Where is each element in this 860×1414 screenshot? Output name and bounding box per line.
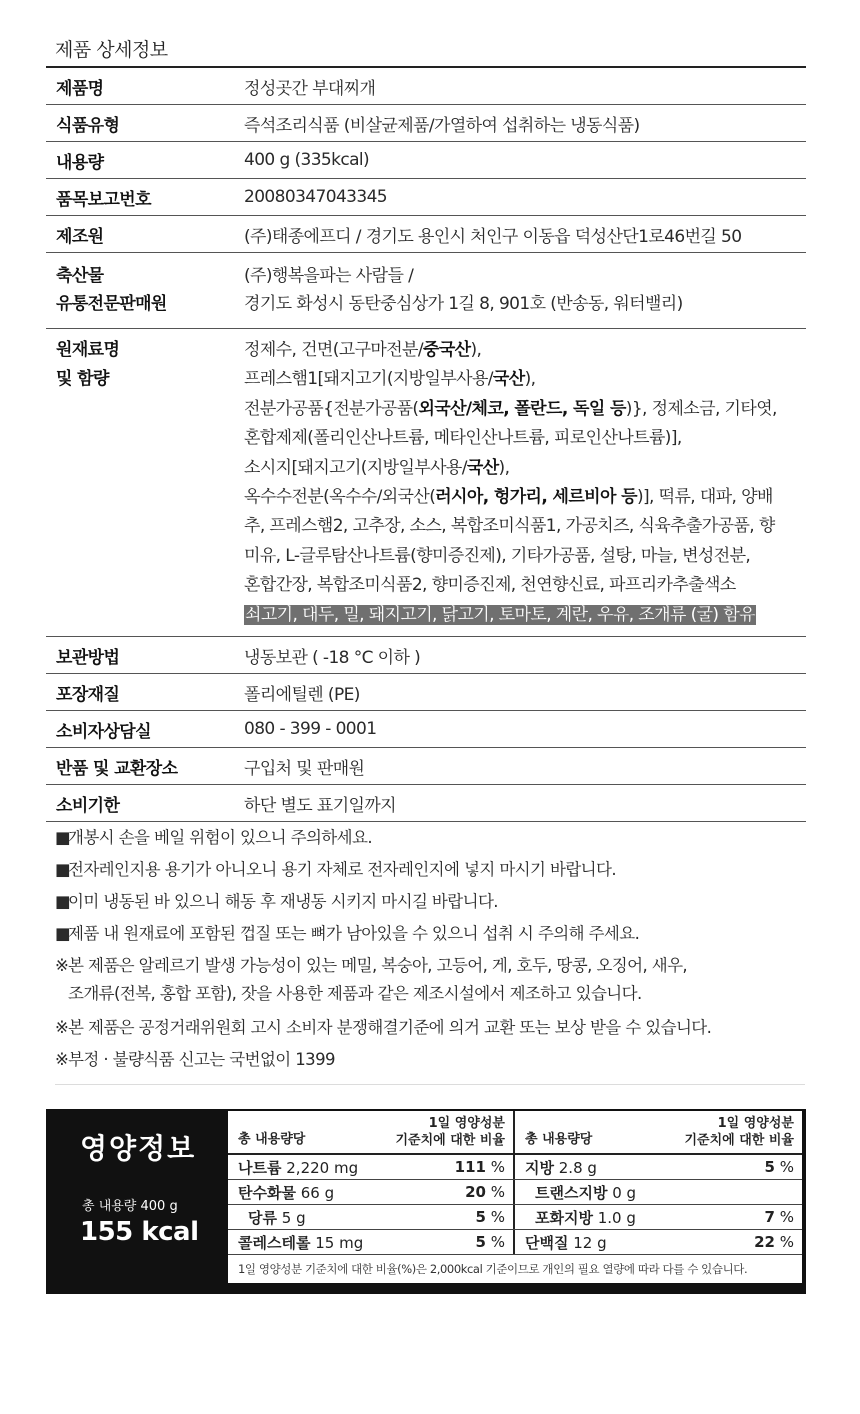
section-title: 제품 상세정보 — [55, 39, 168, 61]
header-daily-value — [684, 1115, 794, 1149]
notice-item — [55, 858, 805, 890]
percent-unit: % — [779, 1158, 794, 1176]
value-distributor-line-1: (주)행복을파는 사람들 / — [244, 266, 414, 286]
nutrition-facts-panel — [46, 1109, 806, 1294]
label-packaging: 포장재질 — [56, 684, 120, 705]
allergen-highlight: 쇠고기, 대두, 밀, 돼지고기, 닭고기, 토마토, 계란, 우유, 조개류 (굴) 함유 — [245, 604, 755, 625]
header-daily-value-line-2: 기준치에 대한 비율 — [395, 1133, 505, 1148]
row-storage — [46, 637, 806, 674]
nutrient-percent — [476, 1233, 505, 1251]
label-ingredients-line-1: 원재료명 — [56, 340, 120, 360]
notice-text: 제품 내 원재료에 포함된 껍질 또는 뼈가 남아있을 수 있으니 섭취 시 주의해 주세요. — [68, 924, 640, 943]
nutrient-name-amount — [238, 1207, 306, 1228]
label-storage: 보관방법 — [56, 647, 120, 668]
reference-mark-icon: ※ — [55, 956, 69, 975]
ingredients-text: ), — [524, 369, 536, 390]
nutrient-name-amount — [525, 1182, 636, 1203]
label-content: 내용량 — [56, 152, 104, 173]
header-daily-value — [395, 1115, 505, 1149]
nutrition-table-header — [228, 1111, 802, 1155]
row-expiry — [46, 785, 806, 822]
reference-mark-icon: ※ — [55, 1050, 69, 1069]
notice-text: 본 제품은 공정거래위원회 고시 소비자 분쟁해결기준에 의거 교환 또는 보상 받을 수 있습니다. — [68, 1018, 712, 1037]
header-daily-value-line-1: 1일 영양성분 — [428, 1116, 505, 1131]
square-bullet-icon: ■ — [55, 828, 70, 847]
nutrition-total-amount: 총 내용량 400 g — [82, 1199, 178, 1214]
nutrient-name-amount — [238, 1182, 334, 1203]
nutrient-name: 포화지방 — [535, 1208, 593, 1227]
nutrient-amount: 1.0 g — [597, 1208, 636, 1227]
nutrition-row — [228, 1155, 802, 1180]
reference-mark-icon: ※ — [55, 1018, 69, 1037]
nutrient-name: 탄수화물 — [238, 1183, 296, 1202]
label-distributor-line-2: 유통전문판매원 — [56, 294, 167, 314]
ingredients-text: )}, 정제소금, 기타엿, — [625, 398, 777, 419]
nutrient-sodium — [228, 1155, 515, 1179]
label-ingredients-line-2: 및 함량 — [56, 369, 109, 390]
ingredients-line — [244, 454, 806, 483]
value-product-name: 정성곳간 부대찌개 — [244, 78, 376, 99]
value-food-type: 즉석조리식품 (비살균제품/가열하여 섭취하는 냉동식품) — [244, 115, 640, 136]
square-bullet-icon: ■ — [55, 860, 70, 879]
row-report-no — [46, 179, 806, 216]
row-food-type — [46, 105, 806, 142]
row-consultation — [46, 711, 806, 748]
nutrition-title: 영양정보 — [80, 1132, 197, 1165]
ingredients-text: 전분가공품{전분가공품( — [244, 398, 419, 419]
ingredients-line — [244, 336, 806, 365]
nutrient-name-amount — [525, 1232, 607, 1253]
label-consultation: 소비자상담실 — [56, 721, 151, 742]
header-per-total: 총 내용량당 — [238, 1132, 306, 1147]
percent-value: 5 — [764, 1158, 775, 1176]
notice-item — [55, 954, 805, 1016]
value-distributor-line-2: 경기도 화성시 동탄중심상가 1길 8, 901호 (반송동, 워터밸리) — [244, 294, 683, 314]
nutrition-summary — [46, 1109, 228, 1294]
ingredients-text: )], 떡류, 대파, 양배 — [636, 487, 773, 508]
label-expiry: 소비기한 — [56, 795, 120, 816]
value-exchange: 구입처 및 판매원 — [244, 758, 365, 779]
notice-item — [55, 1016, 805, 1048]
nutrient-amount: 15 mg — [315, 1233, 364, 1252]
nutrition-row — [228, 1205, 802, 1230]
header-per-total: 총 내용량당 — [525, 1132, 593, 1147]
nutrition-header-right — [515, 1111, 802, 1153]
nutrient-fat — [515, 1155, 802, 1179]
nutrient-saturated-fat — [515, 1205, 802, 1229]
nutrient-name: 나트륨 — [238, 1158, 282, 1177]
allergen-line — [244, 601, 806, 630]
square-bullet-icon: ■ — [55, 892, 70, 911]
ingredients-line: 혼합간장, 복합조미식품2, 향미증진제, 천연향신료, 파프리카추출색소 — [244, 575, 736, 596]
nutrient-trans-fat — [515, 1180, 802, 1204]
ingredients-text: 프레스햄1[돼지고기(지방일부사용/ — [244, 369, 493, 390]
nutrition-row — [228, 1230, 802, 1255]
nutrient-protein — [515, 1230, 802, 1254]
notice-text: 전자레인지용 용기가 아니오니 용기 자체로 전자레인지에 넣지 마시기 바랍니다. — [68, 860, 616, 879]
row-ingredients — [46, 329, 806, 637]
ingredients-text: ), — [470, 340, 482, 360]
origin-bold: 외국산/체코, 폴란드, 독일 등 — [418, 398, 626, 419]
nutrient-percent — [765, 1208, 794, 1226]
nutrient-amount: 2,220 mg — [286, 1158, 359, 1177]
value-content: 400 g (335kcal) — [244, 150, 370, 170]
nutrient-name: 단백질 — [525, 1233, 569, 1252]
nutrient-percent — [754, 1233, 794, 1251]
origin-bold: 국산 — [466, 457, 499, 478]
nutrition-row — [228, 1180, 802, 1205]
ingredients-line — [244, 395, 806, 424]
origin-bold: 국산 — [492, 369, 525, 390]
percent-value: 5 — [475, 1233, 486, 1251]
notice-text-continued: 조개류(전복, 홍합 포함), 잣을 사용한 제품과 같은 제조시설에서 제조하고 있습니다. — [68, 984, 642, 1003]
nutrient-amount: 2.8 g — [558, 1158, 597, 1177]
value-report-no: 20080347043345 — [244, 187, 388, 207]
label-product-name: 제품명 — [56, 78, 104, 99]
divider — [55, 1084, 805, 1085]
label-food-type: 식품유형 — [56, 115, 120, 136]
ingredients-text: 정제수, 건면(고구마전분/ — [244, 340, 423, 360]
header-daily-value-line-1: 1일 영양성분 — [717, 1116, 794, 1131]
nutrient-amount: 5 g — [281, 1208, 306, 1227]
notice-list — [55, 826, 805, 1080]
percent-value: 22 — [754, 1233, 775, 1251]
percent-unit: % — [490, 1233, 505, 1251]
notice-item — [55, 890, 805, 922]
value-packaging: 폴리에틸렌 (PE) — [244, 684, 360, 705]
notice-text: 본 제품은 알레르기 발생 가능성이 있는 메밀, 복숭아, 고등어, 게, 호두, 땅콩, 오징어, 새우, — [68, 956, 688, 975]
label-distributor-line-1: 축산물 — [56, 266, 104, 286]
nutrient-name-amount — [238, 1157, 358, 1178]
nutrition-header-left — [228, 1111, 515, 1153]
percent-unit: % — [779, 1233, 794, 1251]
square-bullet-icon: ■ — [55, 924, 70, 943]
nutrient-percent — [465, 1183, 505, 1201]
percent-unit: % — [490, 1183, 505, 1201]
nutrient-name: 당류 — [248, 1208, 277, 1227]
percent-unit: % — [490, 1208, 505, 1226]
nutrient-amount: 0 g — [612, 1183, 637, 1202]
nutrient-percent — [455, 1158, 505, 1176]
nutrition-footnote: 1일 영양성분 기준치에 대한 비율(%)은 2,000kcal 기준이므로 개인의 필요 열량에 따라 다를 수 있습니다. — [238, 1262, 748, 1276]
row-exchange — [46, 748, 806, 785]
row-content — [46, 142, 806, 179]
notice-item — [55, 826, 805, 858]
label-report-no: 품목보고번호 — [56, 189, 151, 210]
origin-bold: 러시아, 헝가리, 세르비아 등 — [435, 487, 637, 508]
ingredients-line: 추, 프레스햄2, 고추장, 소스, 복합조미식품1, 가공치즈, 식육추출가공품, 향 — [244, 516, 775, 537]
ingredients-line: 혼합제제(폴리인산나트륨, 메타인산나트륨, 피로인산나트륨)], — [244, 428, 682, 449]
notice-item — [55, 922, 805, 954]
nutrition-kcal: 155 kcal — [80, 1217, 199, 1247]
label-exchange: 반품 및 교환장소 — [56, 758, 178, 779]
notice-text: 개봉시 손을 베일 위험이 있으니 주의하세요. — [68, 828, 372, 847]
ingredients-line — [244, 483, 806, 512]
nutrient-percent — [765, 1158, 794, 1176]
nutrient-name: 트랜스지방 — [535, 1183, 608, 1202]
row-distributor — [46, 253, 806, 329]
notice-item — [55, 1048, 805, 1080]
nutrient-percent — [476, 1208, 505, 1226]
row-product-name — [46, 68, 806, 105]
ingredients-text: 소시지[돼지고기(지방일부사용/ — [244, 457, 467, 478]
percent-value: 20 — [465, 1183, 486, 1201]
nutrient-name-amount — [525, 1207, 636, 1228]
notice-text: 부정 · 불량식품 신고는 국번없이 1399 — [68, 1050, 335, 1069]
nutrient-name-amount — [238, 1232, 363, 1253]
percent-value: 5 — [475, 1208, 486, 1226]
notice-text: 이미 냉동된 바 있으니 해동 후 재냉동 시키지 마시길 바랍니다. — [68, 892, 498, 911]
nutrient-name: 콜레스테롤 — [238, 1233, 311, 1252]
ingredients-text: ), — [498, 457, 510, 478]
nutrient-amount: 12 g — [573, 1233, 607, 1252]
nutrition-table — [228, 1111, 802, 1283]
nutrient-amount: 66 g — [300, 1183, 335, 1202]
value-ingredients — [244, 336, 806, 630]
row-packaging — [46, 674, 806, 711]
percent-value: 7 — [764, 1208, 775, 1226]
percent-value: 111 — [454, 1158, 486, 1176]
nutrient-name: 지방 — [525, 1158, 554, 1177]
header-daily-value-line-2: 기준치에 대한 비율 — [684, 1133, 794, 1148]
origin-bold: 중국산 — [423, 340, 471, 360]
value-consultation: 080 - 399 - 0001 — [244, 719, 377, 740]
nutrient-name-amount — [525, 1157, 597, 1178]
ingredients-line: 미유, L-글루탐산나트륨(향미증진제), 기타가공품, 설탕, 마늘, 변성전분, — [244, 545, 751, 566]
percent-unit: % — [490, 1158, 505, 1176]
ingredients-line — [244, 365, 806, 394]
value-manufacturer: (주)태종에프디 / 경기도 용인시 처인구 이동읍 덕성산단1로46번길 50 — [244, 226, 742, 247]
row-manufacturer — [46, 216, 806, 253]
nutrient-sugars — [228, 1205, 515, 1229]
ingredients-text: 옥수수전분(옥수수/외국산( — [244, 487, 436, 508]
value-distributor — [244, 262, 806, 318]
value-expiry: 하단 별도 표기일까지 — [244, 795, 397, 816]
label-distributor — [46, 262, 244, 318]
percent-unit: % — [779, 1208, 794, 1226]
nutrient-carbohydrate — [228, 1180, 515, 1204]
label-manufacturer: 제조원 — [56, 226, 104, 247]
label-ingredients — [46, 336, 244, 630]
product-info-table — [46, 66, 806, 822]
value-storage: 냉동보관 ( -18 °C 이하 ) — [244, 647, 421, 668]
nutrient-cholesterol — [228, 1230, 515, 1254]
